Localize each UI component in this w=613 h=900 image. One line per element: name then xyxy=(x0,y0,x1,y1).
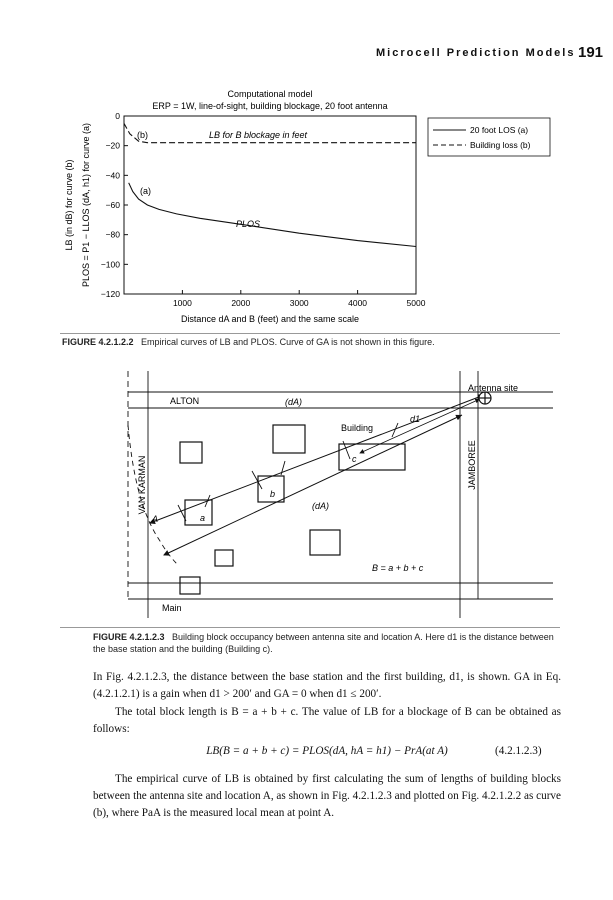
figure-caption-text-2: Building block occupancy between antenna site and location A. Here d1 is the distance between the base station and the building (Building c). xyxy=(93,632,554,654)
x-tick-label: 2000 xyxy=(231,298,251,308)
label-c: c xyxy=(352,454,357,464)
paragraph-3: The empirical curve of LB is obtained by first calculating the sum of lengths of building blocks between the antenna site and location A, as shown in Fig. 4.2.1.2.3 and plotted on Fig. 4.2.1.2.2 as curve (b), where PaA is the measured local mean at point A. xyxy=(93,773,561,819)
x-ticks xyxy=(173,290,426,308)
label-formula: B = a + b + c xyxy=(372,563,424,573)
x-tick-label: 4000 xyxy=(348,298,368,308)
figure-divider xyxy=(60,333,560,334)
y-tick-label: −100 xyxy=(100,259,120,270)
chart-title: Computational model xyxy=(227,89,313,99)
y-tick-label: −60 xyxy=(105,200,120,210)
sight-line-lower xyxy=(164,415,462,555)
legend-entry-b: Building loss (b) xyxy=(470,140,531,150)
street-label-vankarman: VAN KARMAN xyxy=(137,455,147,515)
series-los-line xyxy=(129,183,416,247)
y-tick-label: −40 xyxy=(105,170,120,181)
annotation-curve-a-label: PLOS xyxy=(236,219,261,229)
y-axis-label-outer: LB (in dB) for curve (b) xyxy=(64,159,74,251)
chart-subtitle: ERP = 1W, line-of-sight, building blockage, 20 foot antenna xyxy=(152,101,388,111)
figure-caption-1 xyxy=(62,337,562,347)
equation-number: (4.2.1.2.3) xyxy=(495,745,542,757)
series-group xyxy=(124,123,416,246)
street-label-jamboree: JAMBOREE xyxy=(467,440,477,490)
building-block xyxy=(180,442,202,463)
building-block xyxy=(310,530,340,555)
annotation-curve-b-label: LB for B blockage in feet xyxy=(209,130,308,140)
annotation-curve-a: (a) xyxy=(140,186,151,196)
d1-line xyxy=(360,399,480,453)
street-label-alton: ALTON xyxy=(170,396,200,406)
figure-divider xyxy=(60,627,560,628)
tick-mark xyxy=(205,495,210,507)
label-a: a xyxy=(200,513,206,523)
building-block xyxy=(180,577,200,594)
building-block xyxy=(273,425,305,453)
y-tick-label: −20 xyxy=(105,140,120,151)
legend-box xyxy=(428,118,550,156)
y-axis-label-inner: PLOS = P1 − LLOS (dA, h1) for curve (a) xyxy=(81,122,91,288)
legend-entry-a: 20 foot LOS (a) xyxy=(470,125,529,135)
y-tick-label: −120 xyxy=(100,289,120,299)
annotation-curve-b: (b) xyxy=(137,130,148,140)
x-tick-label: 3000 xyxy=(289,298,309,308)
page-number: 191 xyxy=(578,44,604,61)
building-a xyxy=(185,500,212,525)
dashed-route-curve xyxy=(128,425,178,565)
label-da-mid: (dA) xyxy=(312,501,330,511)
label-b: b xyxy=(270,489,276,499)
label-da-top: (dA) xyxy=(285,397,303,407)
label-d1: d1 xyxy=(410,414,421,424)
chart-figure xyxy=(0,80,613,340)
label-point-A: A xyxy=(152,514,159,524)
figure-label-2: FIGURE 4.2.1.2.3 xyxy=(93,632,165,642)
running-title: Microcell Prediction Models xyxy=(376,47,576,59)
building-block xyxy=(215,550,233,566)
street-label-main: Main xyxy=(162,603,182,613)
x-tick-label: 5000 xyxy=(406,298,426,308)
x-tick-label: 1000 xyxy=(172,298,192,308)
paragraph-1: In Fig. 4.2.1.2.3, the distance between the base station and the first building, d1, is shown. GA in Eq. (4.2.1.2.1) is a gain when d1 > 200′ and GA = 0 when d1 ≤ 200′. xyxy=(93,671,561,700)
tick-mark xyxy=(281,461,285,475)
y-tick-label: 0 xyxy=(115,111,120,121)
label-building: Building xyxy=(341,423,374,433)
street-diagram xyxy=(0,355,613,625)
y-tick-label: −80 xyxy=(105,229,120,240)
tick-mark xyxy=(252,471,262,489)
equation: LB(B = a + b + c) = PLOS(dA, hA = h1) − PrA(at A) xyxy=(206,745,448,757)
figure-label-1: FIGURE 4.2.1.2.2 xyxy=(62,337,134,347)
paragraph-2: The total block length is B = a + b + c. The value of LB for a blockage of B can be obtained as follows: xyxy=(93,706,561,735)
x-axis-label: Distance dA and B (feet) and the same scale xyxy=(180,314,360,324)
label-antenna-site: Antenna site xyxy=(468,383,519,393)
figure-caption-text-1: Empirical curves of LB and PLOS. Curve of GA is not shown in this figure. xyxy=(141,337,435,347)
figure-caption-2 xyxy=(93,631,561,655)
